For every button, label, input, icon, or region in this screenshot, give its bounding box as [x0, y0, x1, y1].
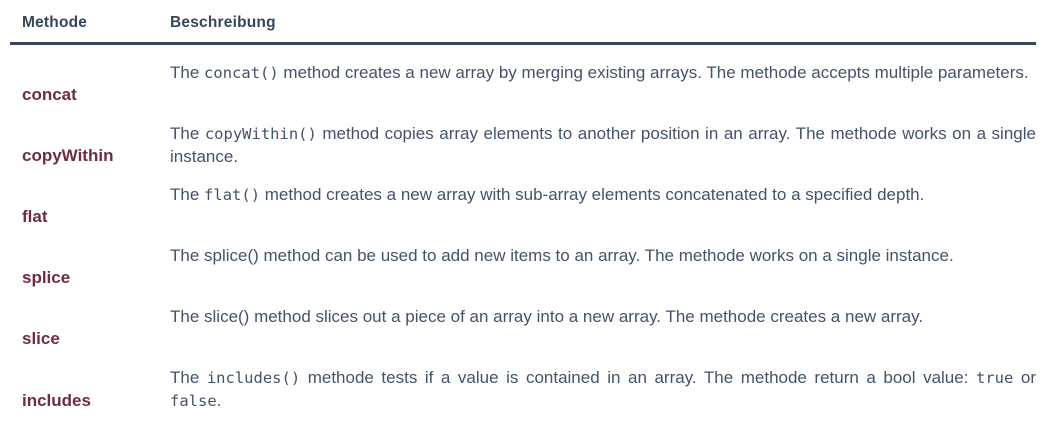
- methods-table: [10, 0, 1036, 412]
- table-row: [10, 45, 1036, 106]
- table-row: [10, 289, 1036, 350]
- code-span: flat(): [204, 186, 261, 204]
- text-span: The: [170, 185, 205, 204]
- text-span: method creates a new array with sub-array elements concatenated to a specified depth.: [260, 185, 925, 204]
- description-text: [170, 306, 1036, 350]
- table-header-row: [10, 0, 1036, 45]
- table-row: [10, 167, 1036, 228]
- text-span: or: [1013, 368, 1036, 387]
- table-row: [10, 106, 1036, 167]
- description-text: [170, 62, 1036, 106]
- text-span: .: [216, 390, 222, 410]
- description-text: [170, 123, 1036, 167]
- code-span: true: [976, 369, 1014, 387]
- code-span: includes(): [206, 369, 301, 387]
- text-span: The slice() method slices out a piece of an array into a new array. The methode creates a new array.: [170, 307, 924, 326]
- text-span: The: [170, 124, 205, 143]
- method-name: includes: [22, 391, 91, 410]
- text-span: The: [170, 63, 205, 82]
- code-span: copyWithin(): [204, 125, 317, 143]
- column-header-methode: Methode: [22, 14, 88, 31]
- table-row: [10, 350, 1036, 412]
- text-span: The splice() method can be used to add new items to an array. The methode works on a single instance.: [170, 246, 954, 265]
- text-span: The: [170, 368, 207, 387]
- description-text: [170, 367, 1036, 412]
- method-name: splice: [22, 268, 71, 287]
- method-name: flat: [22, 207, 48, 226]
- text-span: method creates a new array by merging existing arrays. The methode accepts multiple parameters.: [278, 63, 1029, 82]
- column-header-beschreibung: Beschreibung: [170, 14, 276, 31]
- table-row: [10, 228, 1036, 289]
- description-text: [170, 245, 1036, 289]
- code-span: concat(): [204, 64, 279, 82]
- text-span: methode tests if a value is contained in an array. The methode return a bool value:: [300, 368, 976, 387]
- code-span: false: [170, 391, 217, 410]
- text-span: method copies array elements to another position in an array. The methode works on a single instance.: [170, 124, 1036, 166]
- method-name: concat: [22, 85, 77, 104]
- table-body: [10, 45, 1036, 412]
- description-text: [170, 184, 1036, 228]
- method-name: copyWithin: [22, 146, 114, 165]
- method-name: slice: [22, 329, 60, 348]
